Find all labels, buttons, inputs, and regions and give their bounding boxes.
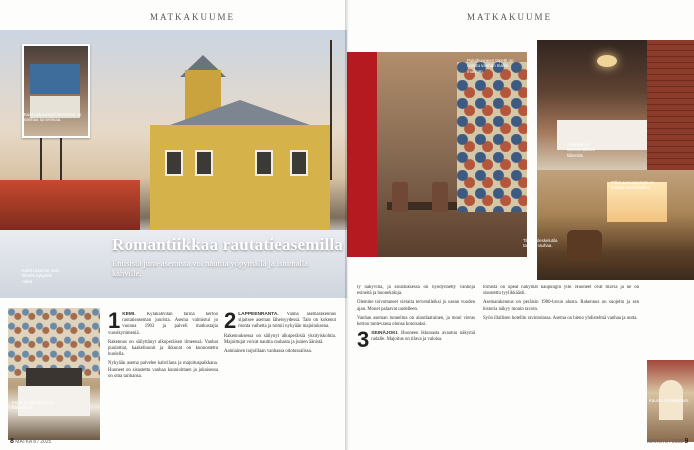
page-footer: MATKA 8 / 2025 9: [647, 438, 689, 445]
section-number: 3: [357, 327, 370, 353]
article-column-1: 1 KEMI. Kyläkahvilan tarina kertoo rautatieaseman juurista. Asema valmistui jo vuonna 1903 ja palveli matkustajia vuosikymmeniä. Rakennus on säilyttänyt alkuperäisen ilmeensä. Vanhat puulattiat, kaakeliuunit ja ikkunat on kunnostettu huolella. Nykyään asema palvelee kahvilana ja majoituspaikkana. Huoneet on sisustettu vanhaa kunnioittaen ja jokaisessa on oma tarinansa.: [108, 312, 218, 379]
bedroom-photo: [8, 308, 100, 440]
article-title: Romantiikkaa rautatieasemilla: [112, 235, 344, 254]
photo-caption: Sviitissä on tunnelmallinen tiiliseinä.: [567, 142, 596, 158]
section-number: 1: [108, 312, 121, 333]
article-column-4: tornista on upeat näkymät kaupungin ylle. Huoneet ovat tilavia ja ne on sisustettu tyylikkäästi. Asemarakennus on peräisin 1900-luvun alusta. Rakennus on suojeltu ja sen historia näkyy monin tavoin. Syön illallisen hotellin ravintolassa. Asema on hieno yhdistelmä vanhaa ja uutta.: [483, 285, 639, 321]
article-subtitle: Entisistä juna-asemista voi nauttia yöpymällä ja istumalla kahville.: [112, 258, 308, 278]
photo-caption: Pitkä aamiaispöytä on katettu asemasaliin.: [611, 180, 654, 191]
inset-photo-room: [22, 44, 90, 138]
photo-caption: Kunnostetuissa huoneissa on vanhaa tunnelmaa.: [24, 112, 82, 123]
section-header: MATKAKUUME: [467, 12, 552, 22]
page-gutter: [345, 0, 349, 450]
section-number: 2: [224, 312, 237, 333]
suite-photo: [537, 40, 694, 170]
photo-caption: Tilava oleskelutila tarjoaa rauhaa.: [523, 238, 558, 249]
photo-caption: Peitto ja tapetti luovat tunnelmaa.: [12, 400, 54, 411]
page-footer: 8 MATKA 8 / 2025: [10, 438, 52, 445]
dining-room-photo: [347, 52, 527, 257]
article-column-2: 2 LAPPEENRANTA. Vanha asemarakennus sijaitsee aseman läheisyydessä. Talo on kokenut monta vaihetta ja toimii nykyään majoituksena. Rakennuksessa on säilynyt alkuperäisiä yksityiskohtia. Majoittujat voivat nauttia rauhasta ja junien äänistä. Aamiainen tarjoillaan vanhassa odotussalissa.: [224, 312, 336, 355]
photo-caption: Kaunis holvikäytävä.: [649, 398, 690, 403]
section-header: MATKAKUUME: [150, 12, 235, 22]
photo-caption: Pukuhuoneen tapetti on uusittu vanhan mallin mukaan.: [467, 58, 514, 74]
photo-caption: Kaikki asemat ovat lähellä nykyistä rataa.: [22, 268, 59, 284]
right-page: [347, 0, 694, 450]
article-column-3: ty näkyvillä, ja sisustuksessa on hyödynnetty vanhoja esineitä ja huonekaluja. Olemme toivottaneet vieraita tervetulleiksi jo usean vuoden ajan. Monet palaavat uudelleen. Vanhan aseman tunnelma on ainutlaatuinen, ja moni vieras kertoo tuntevansa olonsa kotoisaksi. 3 SEINÄJOKI. Huoneen ikkunasta avautuu näkymä radalle. Majoitus on tilava ja valoisa.: [357, 285, 475, 353]
